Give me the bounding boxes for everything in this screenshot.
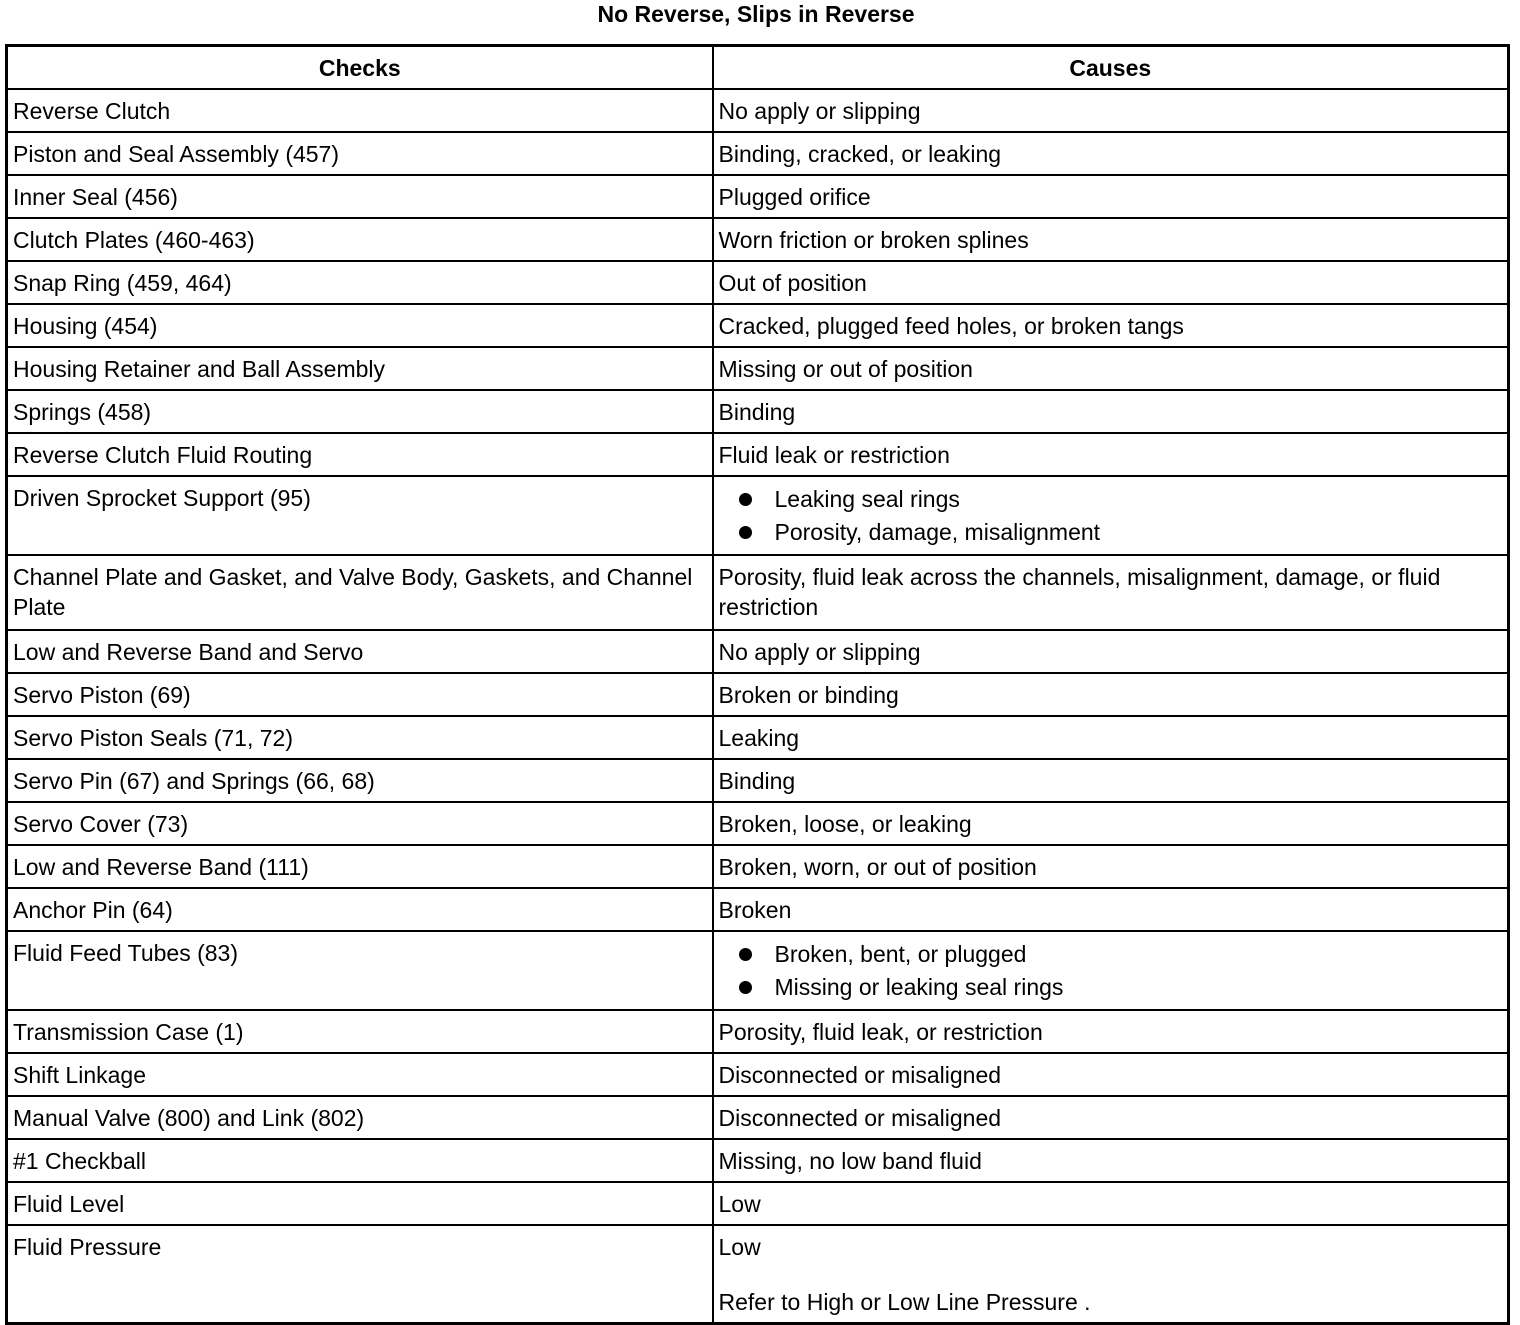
check-cell: Servo Cover (73) (7, 802, 713, 845)
table-row (7, 89, 1509, 132)
cause-cell: Binding, cracked, or leaking (713, 132, 1509, 175)
table-row (7, 1096, 1509, 1139)
table-row (7, 347, 1509, 390)
cause-cell: Disconnected or misaligned (713, 1096, 1509, 1139)
check-cell: Driven Sprocket Support (95) (7, 476, 713, 555)
check-cell: Reverse Clutch (7, 89, 713, 132)
check-cell: Anchor Pin (64) (7, 888, 713, 931)
cause-cell: Plugged orifice (713, 175, 1509, 218)
table-row (7, 759, 1509, 802)
table-row (7, 218, 1509, 261)
table-row (7, 630, 1509, 673)
check-cell: Springs (458) (7, 390, 713, 433)
cause-cell: Fluid leak or restriction (713, 433, 1509, 476)
cause-cell (713, 476, 1509, 555)
table-row (7, 845, 1509, 888)
table-row (7, 1182, 1509, 1225)
table-header-row (7, 46, 1509, 90)
cause-cell: Missing or out of position (713, 347, 1509, 390)
table-row (7, 1225, 1509, 1324)
check-cell: Servo Piston (69) (7, 673, 713, 716)
cause-cell: Broken, loose, or leaking (713, 802, 1509, 845)
cause-reference-note: Refer to High or Low Line Pressure . (718, 1289, 1091, 1315)
cause-cell: Porosity, fluid leak, or restriction (713, 1010, 1509, 1053)
table-row (7, 716, 1509, 759)
table-row (7, 476, 1509, 555)
cause-cell: Broken, worn, or out of position (713, 845, 1509, 888)
table-row (7, 802, 1509, 845)
check-cell: Fluid Level (7, 1182, 713, 1225)
table-row (7, 132, 1509, 175)
cause-cell: Cracked, plugged feed holes, or broken tangs (713, 304, 1509, 347)
table-row (7, 888, 1509, 931)
table-row (7, 1139, 1509, 1182)
table-row (7, 1010, 1509, 1053)
check-cell: Servo Piston Seals (71, 72) (7, 716, 713, 759)
check-cell: Piston and Seal Assembly (457) (7, 132, 713, 175)
check-cell: Transmission Case (1) (7, 1010, 713, 1053)
check-cell: Shift Linkage (7, 1053, 713, 1096)
cause-bullet-item: Missing or leaking seal rings (737, 971, 1503, 1004)
table-row (7, 261, 1509, 304)
cause-cell: Disconnected or misaligned (713, 1053, 1509, 1096)
cause-cell: Broken or binding (713, 673, 1509, 716)
table-row (7, 175, 1509, 218)
table-row (7, 433, 1509, 476)
table-row (7, 673, 1509, 716)
check-cell: Servo Pin (67) and Springs (66, 68) (7, 759, 713, 802)
check-cell: Inner Seal (456) (7, 175, 713, 218)
cause-cell: Binding (713, 390, 1509, 433)
cause-cell: Broken (713, 888, 1509, 931)
check-cell: Snap Ring (459, 464) (7, 261, 713, 304)
check-cell: Reverse Clutch Fluid Routing (7, 433, 713, 476)
cause-cell: Worn friction or broken splines (713, 218, 1509, 261)
table-row (7, 304, 1509, 347)
cause-cell: Leaking (713, 716, 1509, 759)
table-row (7, 555, 1509, 630)
table-row (7, 931, 1509, 1010)
check-cell: Fluid Feed Tubes (83) (7, 931, 713, 1010)
header-checks: Checks (7, 46, 713, 90)
cause-cell: Low (713, 1182, 1509, 1225)
check-cell: Housing Retainer and Ball Assembly (7, 347, 713, 390)
diagnostic-table (5, 44, 1510, 1325)
check-cell: Clutch Plates (460-463) (7, 218, 713, 261)
check-cell: Manual Valve (800) and Link (802) (7, 1096, 713, 1139)
cause-cell: Binding (713, 759, 1509, 802)
cause-cell: Porosity, fluid leak across the channels, misalignment, damage, or fluid restriction (713, 555, 1509, 630)
cause-cell: No apply or slipping (713, 89, 1509, 132)
page-title: No Reverse, Slips in Reverse (597, 1, 915, 27)
check-cell: Low and Reverse Band and Servo (7, 630, 713, 673)
table-row (7, 1053, 1509, 1096)
cause-bullet-list (719, 483, 1503, 549)
cause-bullet-item: Broken, bent, or plugged (737, 938, 1503, 971)
cause-bullet-list (719, 938, 1503, 1004)
cause-cell: No apply or slipping (713, 630, 1509, 673)
cause-cell (713, 931, 1509, 1010)
cause-cell: Out of position (713, 261, 1509, 304)
cause-cell: Missing, no low band fluid (713, 1139, 1509, 1182)
cause-bullet-item: Porosity, damage, misalignment (737, 516, 1503, 549)
check-cell: Housing (454) (7, 304, 713, 347)
check-cell: Fluid Pressure (7, 1225, 713, 1324)
check-cell: #1 Checkball (7, 1139, 713, 1182)
table-row (7, 390, 1509, 433)
check-cell: Channel Plate and Gasket, and Valve Body, Gaskets, and Channel Plate (7, 555, 713, 630)
cause-bullet-item: Leaking seal rings (737, 483, 1503, 516)
check-cell: Low and Reverse Band (111) (7, 845, 713, 888)
cause-cell (713, 1225, 1509, 1324)
header-causes: Causes (713, 46, 1509, 90)
cause-text: Low (718, 1234, 761, 1260)
